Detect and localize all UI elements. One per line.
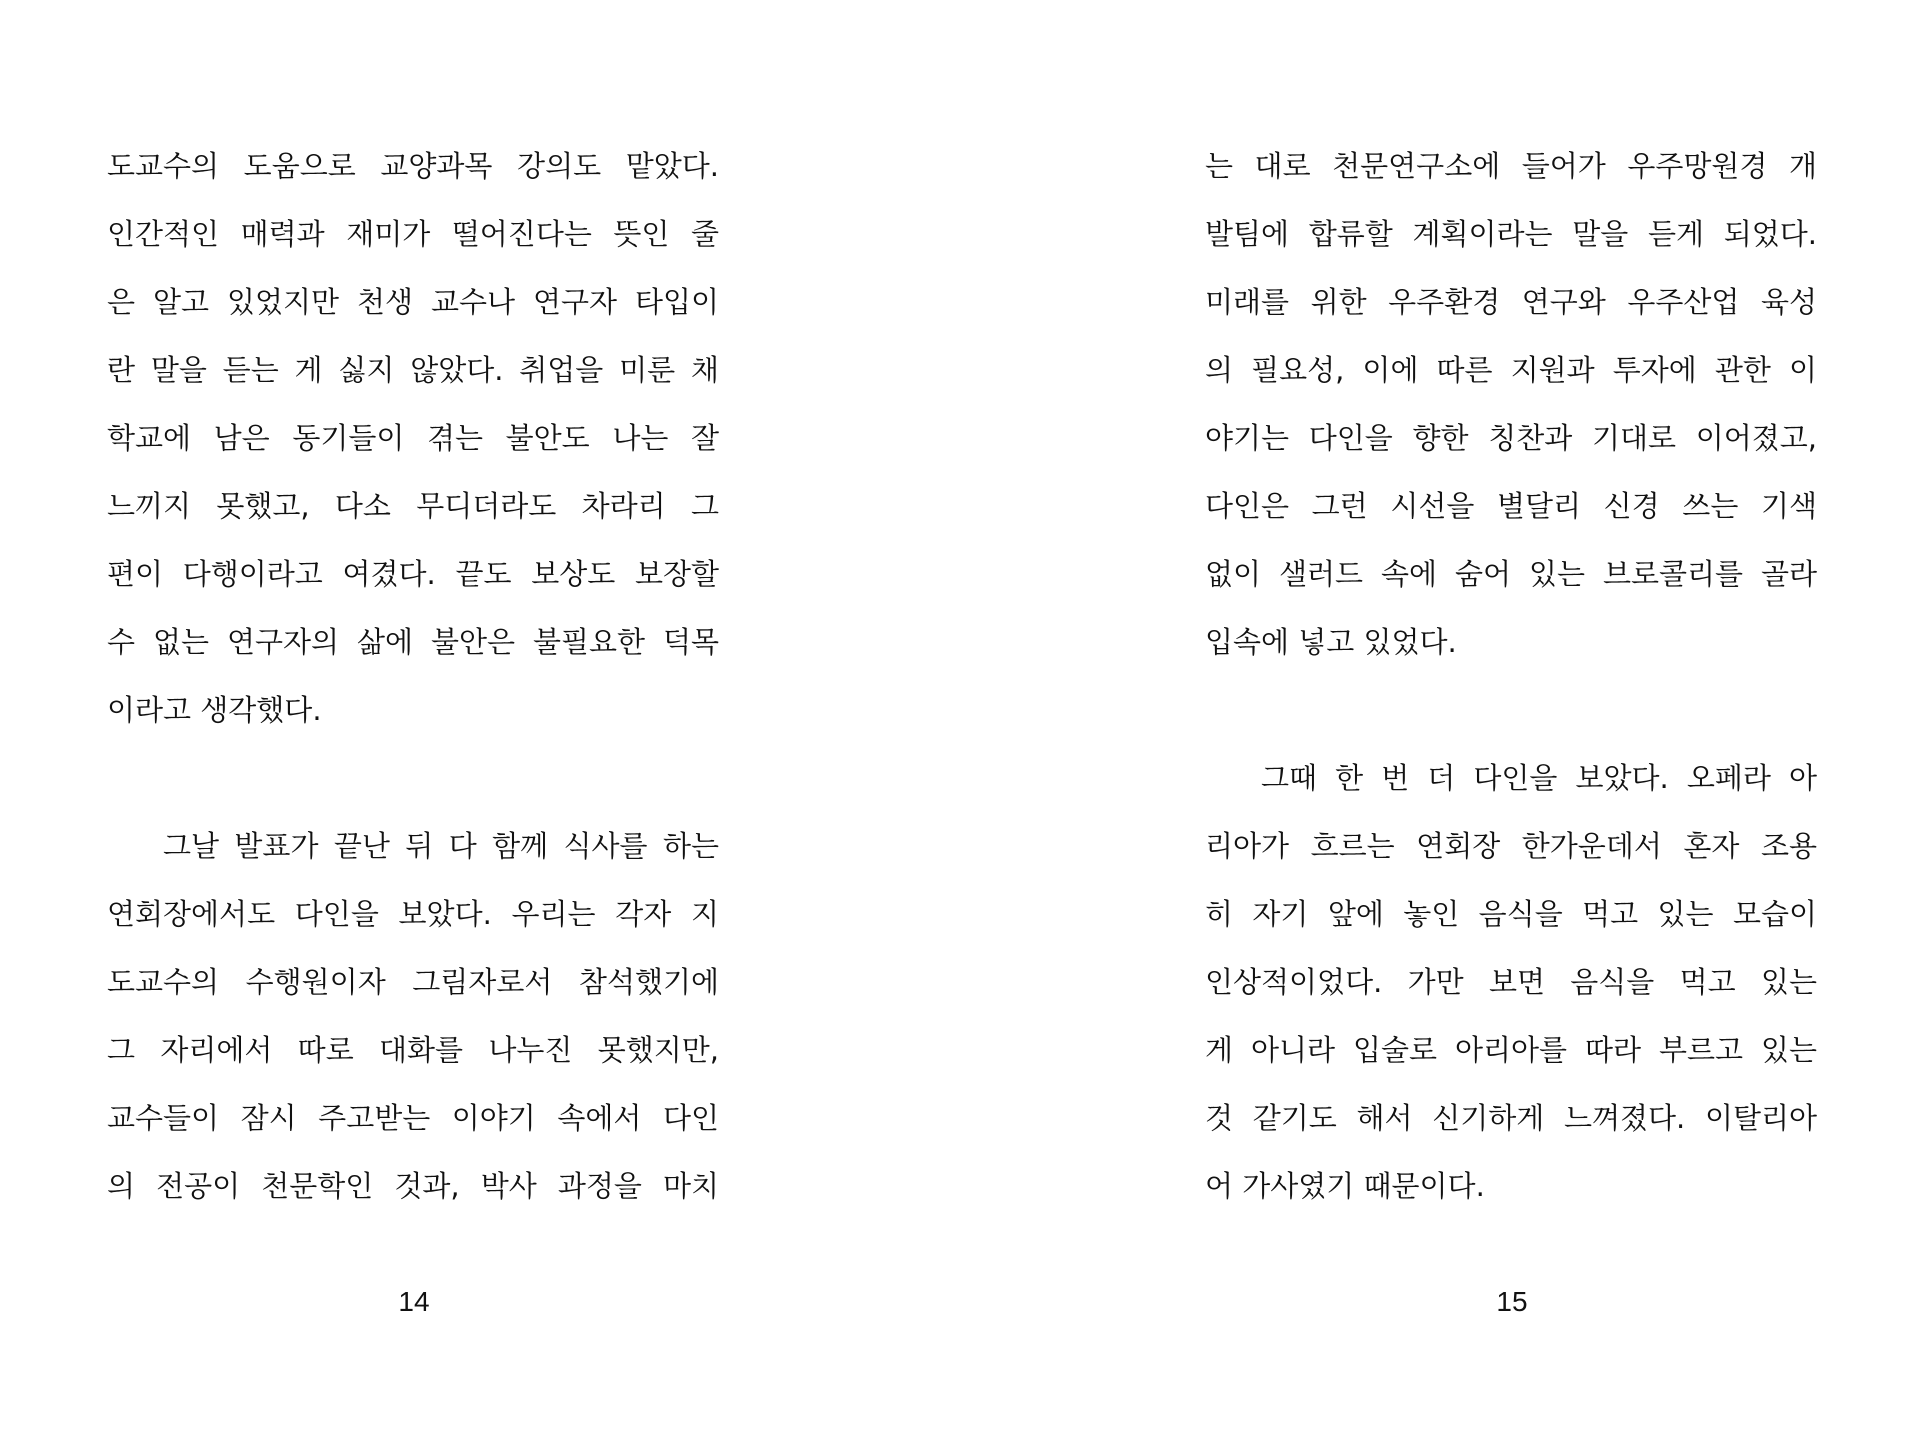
page-number: 15 bbox=[1496, 1286, 1528, 1317]
text-line: 그 자리에서 따로 대화를 나누진 못했지만, bbox=[107, 1033, 719, 1067]
text-line: 학교에 남은 동기들이 겪는 불안도 나는 잘 bbox=[107, 421, 719, 455]
text-line: 의 전공이 천문학인 것과, 박사 과정을 마치 bbox=[107, 1169, 719, 1203]
text-line: 교수들이 잠시 주고받는 이야기 속에서 다인 bbox=[107, 1101, 719, 1135]
text-line: 도교수의 수행원이자 그림자로서 참석했기에 bbox=[107, 965, 719, 999]
right-page-text bbox=[1205, 132, 1817, 1220]
text-line: 도교수의 도움으로 교양과목 강의도 맡았다. bbox=[107, 149, 719, 183]
text-line: 의 필요성, 이에 따른 지원과 투자에 관한 이 bbox=[1205, 353, 1817, 387]
text-line: 는 대로 천문연구소에 들어가 우주망원경 개 bbox=[1205, 149, 1817, 183]
text-line: 느끼지 못했고, 다소 무디더라도 차라리 그 bbox=[107, 489, 719, 523]
text-line: 발팀에 합류할 계획이라는 말을 듣게 되었다. bbox=[1205, 217, 1817, 251]
left-page-text bbox=[107, 132, 719, 1220]
paragraph-gap bbox=[107, 744, 719, 812]
page-number: 14 bbox=[398, 1286, 430, 1317]
text-line: 게 아니라 입술로 아리아를 따라 부르고 있는 bbox=[1205, 1033, 1817, 1067]
text-line: 그날 발표가 끝난 뒤 다 함께 식사를 하는 bbox=[163, 829, 719, 863]
text-line: 인간적인 매력과 재미가 떨어진다는 뜻인 줄 bbox=[107, 217, 719, 251]
text-line: 어 가사였기 때문이다. bbox=[1205, 1169, 1485, 1203]
right-page bbox=[960, 0, 1920, 1440]
text-line: 없이 샐러드 속에 숨어 있는 브로콜리를 골라 bbox=[1205, 557, 1817, 591]
text-line: 리아가 흐르는 연회장 한가운데서 혼자 조용 bbox=[1205, 829, 1817, 863]
text-line: 그때 한 번 더 다인을 보았다. 오페라 아 bbox=[1261, 761, 1817, 795]
text-line: 것 같기도 해서 신기하게 느껴졌다. 이탈리아 bbox=[1205, 1101, 1817, 1135]
text-line: 이라고 생각했다. bbox=[107, 693, 322, 727]
text-line: 연회장에서도 다인을 보았다. 우리는 각자 지 bbox=[107, 897, 719, 931]
text-line: 다인은 그런 시선을 별달리 신경 쓰는 기색 bbox=[1205, 489, 1817, 523]
text-line: 란 말을 듣는 게 싫지 않았다. 취업을 미룬 채 bbox=[107, 353, 719, 387]
paragraph-gap bbox=[1205, 676, 1817, 744]
text-line: 인상적이었다. 가만 보면 음식을 먹고 있는 bbox=[1205, 965, 1817, 999]
text-line: 히 자기 앞에 놓인 음식을 먹고 있는 모습이 bbox=[1205, 897, 1817, 931]
text-line: 야기는 다인을 향한 칭찬과 기대로 이어졌고, bbox=[1205, 421, 1817, 455]
text-line: 미래를 위한 우주환경 연구와 우주산업 육성 bbox=[1205, 285, 1817, 319]
text-line: 수 없는 연구자의 삶에 불안은 불필요한 덕목 bbox=[107, 625, 719, 659]
text-line: 입속에 넣고 있었다. bbox=[1205, 625, 1457, 659]
text-line: 편이 다행이라고 여겼다. 끝도 보상도 보장할 bbox=[107, 557, 719, 591]
text-line: 은 알고 있었지만 천생 교수나 연구자 타입이 bbox=[107, 285, 719, 319]
